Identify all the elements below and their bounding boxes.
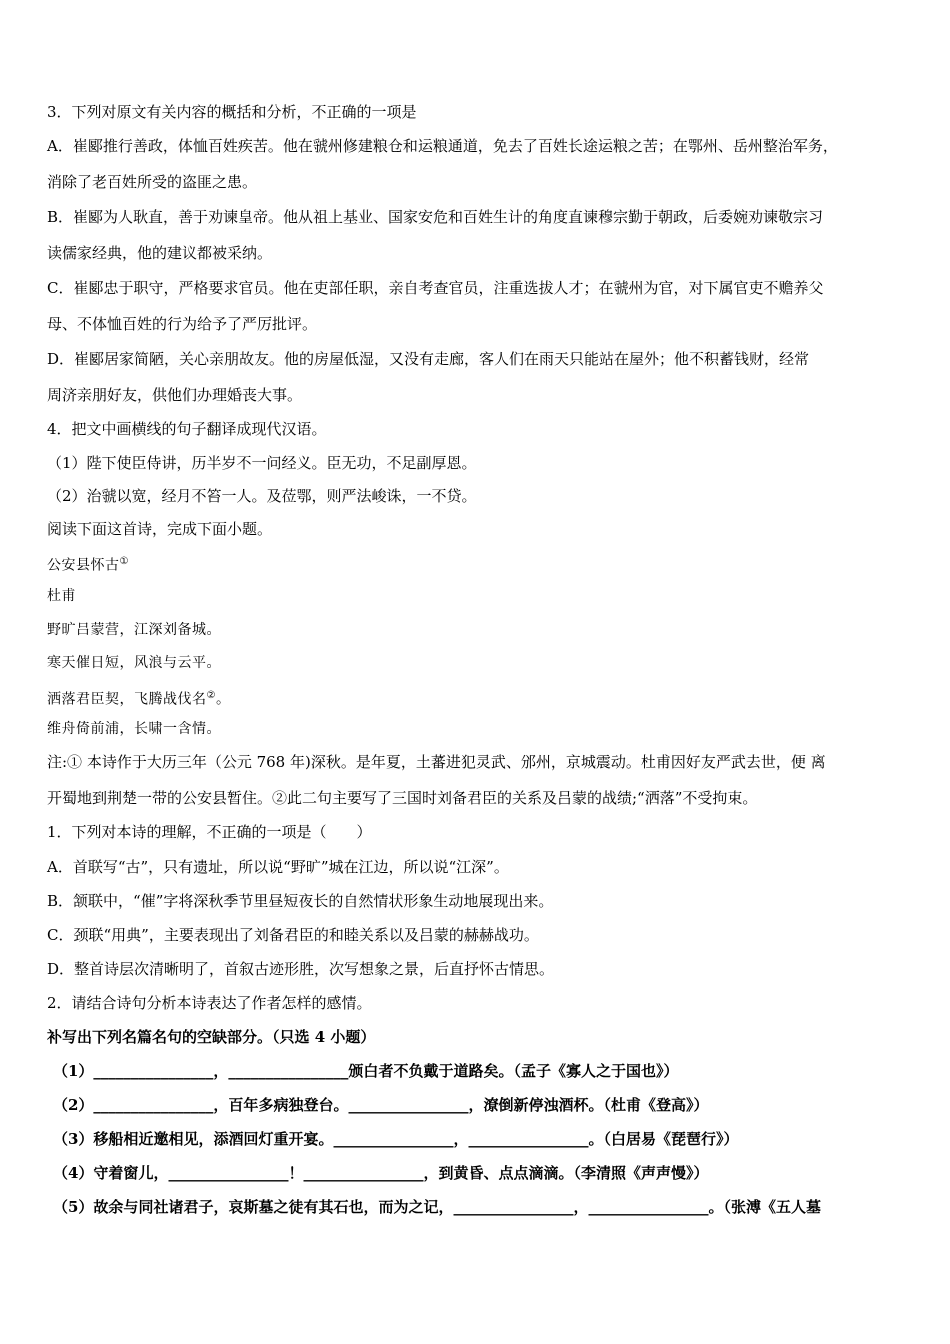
poem-note-line1: 注:① 本诗作于大历三年（公元 768 年)深秋。是年夏，土蕃进犯灵武、邠州，京城震动。杜甫因好友严武去世，便 离 [47, 753, 826, 771]
q3-option-b-line1: B．崔郾为人耿直，善于劝谏皇帝。他从祖上基业、国家安危和百姓生计的角度直谏穆宗勤于朝政，后委婉劝谏敬宗习 [47, 208, 824, 226]
fill-in-item-2: （2）________________，百年多病独登台。________________，潦倒新停浊酒杯。（杜甫《登高》） [53, 1096, 709, 1114]
poem-q1-option-a: A．首联写“古”，只有遗址，所以说“野旷”城在江边，所以说“江深”。 [47, 858, 509, 876]
poem-line-3-end: 。 [215, 691, 231, 708]
poem-line-1: 野旷吕蒙营，江深刘备城。 [47, 622, 221, 638]
fill-in-item-5: （5）故余与同社诸君子，哀斯墓之徒有其石也，而为之记，________________，________________。（张溥《五人墓 [53, 1198, 821, 1216]
poem-note-line2: 开蜀地到荆楚一带的公安县暂住。②此二句主要写了三国时刘备君臣的关系及吕蒙的战绩;“洒落”不受拘束。 [47, 789, 758, 807]
poem-line-2: 寒天催日短，风浪与云平。 [47, 655, 221, 671]
q3-option-a-line1: A．崔郾推行善政，体恤百姓疾苦。他在虢州修建粮仓和运粮通道，免去了百姓长途运粮之苦；在鄂州、岳州整治军务， [47, 137, 838, 155]
fill-in-item-1: （1）________________，________________颁白者不负戴于道路矣。（孟子《寡人之于国也》） [53, 1062, 679, 1080]
poem-title-footnote: ① [119, 556, 129, 567]
poem-line-4: 维舟倚前浦，长啸一含情。 [47, 721, 221, 737]
q3-option-d-line1: D．崔郾居家简陋，关心亲朋故友。他的房屋低湿，又没有走廊，客人们在雨天只能站在屋外；他不积蓄钱财，经常 [47, 350, 810, 368]
q3-option-c-line1: C．崔郾忠于职守，严格要求官员。他在吏部任职，亲自考查官员，注重选拔人才；在虢州为官，对下属官吏不赡养父 [47, 279, 824, 297]
poem-author: 杜甫 [47, 588, 76, 604]
q3-option-b-line2: 读儒家经典，他的建议都被采纳。 [47, 244, 273, 262]
poem-line-3-footnote: ② [206, 690, 216, 701]
poem-title-text: 公安县怀古 [47, 557, 120, 574]
poem-q1-option-d: D．整首诗层次清晰明了，首叙古迹形胜，次写想象之景，后直抒怀古情思。 [47, 960, 555, 978]
q4-stem: 4．把文中画横线的句子翻译成现代汉语。 [47, 420, 327, 438]
q4-sentence-2: （2）治虢以宽，经月不笞一人。及莅鄂，则严法峻诛，一不贷。 [47, 487, 477, 505]
fill-in-item-4: （4）守着窗儿，________________！________________，到黄昏、点点滴滴。（李清照《声声慢》） [53, 1164, 709, 1182]
q3-option-d-line2: 周济亲朋好友，供他们办理婚丧大事。 [47, 386, 303, 404]
fill-in-item-3: （3）移船相近邀相见，添酒回灯重开宴。________________，________________。（白居易《琵琶行》） [53, 1130, 739, 1148]
q3-stem: 3．下列对原文有关内容的概括和分析，不正确的一项是 [47, 103, 417, 121]
q4-sentence-1: （1）陛下使臣侍讲，历半岁不一问经义。臣无功，不足副厚恩。 [47, 454, 477, 472]
poem-q1-option-c: C．颈联“用典”，主要表现出了刘备君臣的和睦关系以及吕蒙的赫赫战功。 [47, 926, 539, 944]
q3-option-a-line2: 消除了老百姓所受的盗匪之患。 [47, 173, 258, 191]
poem-line-3-text: 洒落君臣契，飞腾战伐名 [47, 691, 207, 708]
q3-option-c-line2: 母、不体恤百姓的行为给予了严厉批评。 [47, 315, 318, 333]
poem-q2-stem: 2．请结合诗句分析本诗表达了作者怎样的感情。 [47, 994, 372, 1012]
poem-title [47, 552, 129, 576]
poem-line-3 [47, 686, 230, 710]
fill-in-stem: 补写出下列名篇名句的空缺部分。（只选 4 小题） [47, 1028, 376, 1046]
poem-q1-option-b: B．颔联中，“催”字将深秋季节里昼短夜长的自然情状形象生动地展现出来。 [47, 892, 554, 910]
poem-intro: 阅读下面这首诗，完成下面小题。 [47, 520, 273, 538]
poem-q1-stem: 1．下列对本诗的理解，不正确的一项是（ ） [47, 823, 372, 841]
